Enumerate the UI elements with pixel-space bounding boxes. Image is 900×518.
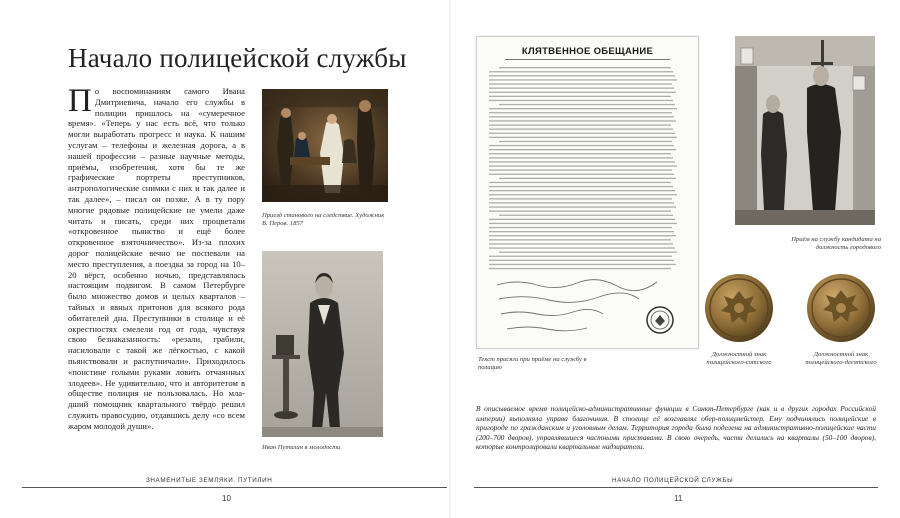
caption-badge-left: Должностной знак полицейского-сотского	[706, 351, 772, 367]
info-paragraph: В описываемое время полицейско-административные функции в Санкт-Петербурге (как и в других городах Российской империи) выполняла управа благочиния. В столице её возглавлял обер-полицмейстер. Ему подчинялись полицейские в пригороде по гражданским и уголовным делам. Территория города была поделена на административно-полицейские части (200–700 дворов), управлявшиеся частными приставами. В свою очередь, части делились на кварталы (50–100 дворов), которые контролировали квартальные надзиратели.	[476, 404, 876, 452]
body-column	[68, 86, 245, 458]
caption-oath: Текст присяги при приёме на службу в полицию	[478, 356, 587, 372]
page-gutter	[449, 0, 451, 518]
footer-rule-right	[474, 487, 878, 488]
badge-desyatsky	[806, 273, 876, 343]
page-number-left: 10	[222, 494, 231, 503]
painting-photo	[262, 89, 388, 202]
footer-rule-left	[22, 487, 447, 488]
caption-portrait: Иван Путилин в молодости	[262, 444, 341, 451]
oath-stamp	[477, 37, 698, 348]
portrait-photo	[262, 251, 383, 437]
oath-document	[476, 36, 699, 349]
footer-text-right: НАЧАЛО ПОЛИЦЕЙСКОЙ СЛУЖБЫ	[612, 477, 734, 484]
candidate-photo	[735, 36, 875, 225]
badge-sotsky	[704, 273, 774, 343]
footer-text-left: ЗНАМЕНИТЫЕ ЗЕМЛЯКИ. ПУТИЛИН	[146, 477, 273, 484]
drop-cap: П	[68, 86, 92, 119]
page-title: Начало полицейской службы	[68, 43, 407, 73]
oath-title: КЛЯТВЕННОЕ ОБЕЩАНИЕ	[521, 46, 654, 57]
body-text: о воспоминаниям самого Ивана Дмитриевича, начало его службы в полиции пришлось на «сумеречное время». «Теперь у нас есть всё, что только могли выработать прогресс и наука. К нашим услугам – телефоны и железная дорога, а в нашей профессии – разные научные методы, приёмы, изобретения, хотя бы те же графические портреты преступников, антропологические снимки с них и так далее и так далее», – писал он позже. А в ту пору многие рядовые полицейские не умели даже читать и писать, среди них процветали «откровенное пьянство и ещё более откровенное взяточничество». Из-за плохих дорог полицейские вечно не поспевали на место преступления, а поездка за город на 10–20 вёрст, особенно ночью, представлялась настоящим подвигом. В самом Петербурге было множество домов и целых кварталов – тайных и явных притонов для всякого рода обитателей дна. Преступники в столице и её окрестностях смелели год от года, чувствуя свою безнаказанность: «резали, грабили, насиловали с такой же лёгкостью, с какой пьянствовали и распутничали». Приходилось «понстине голыми руками ловить отчаянных злодеев». Не удивительно, что и авторитетом в обществе полиция не пользовалась. Но младший помощник квартального твёрдо решил служить правосудию, отдавшись делу «со всем жаром молодой души».	[68, 86, 245, 431]
page-number-right: 11	[674, 494, 683, 503]
caption-candidate: Приём на службу кандидата на должность городового	[791, 236, 881, 252]
caption-badge-right: Должностной знак полицейского-десятского	[805, 351, 877, 367]
caption-painting: Приезд станового на следствие. Художник В. Перов. 1857	[262, 212, 385, 228]
